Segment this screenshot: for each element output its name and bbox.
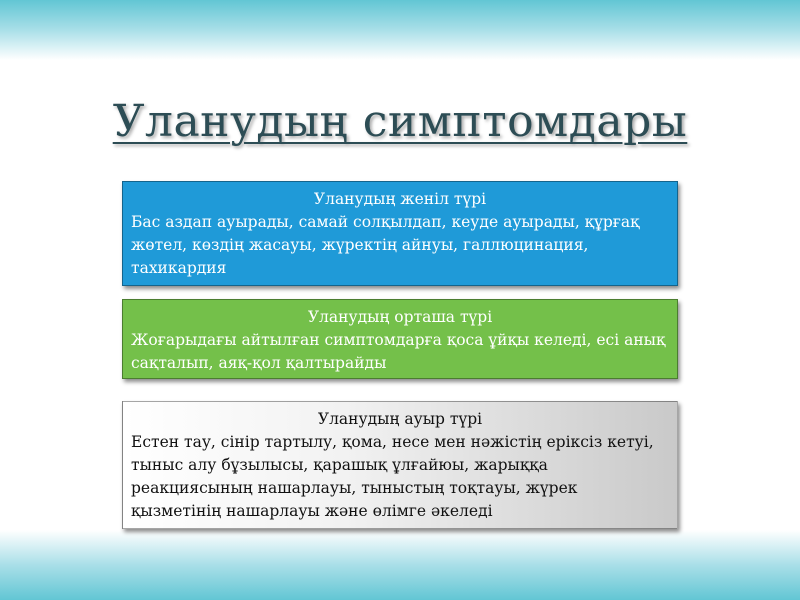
severe-poisoning-text: Естен тау, сінір тартылу, қома, несе мен нәжістің еріксіз кетуі, тыныс алу бұзылысы, қарашық ұлғайюы, жарыққа реакциясының нашарлауы, тыныстың тоқтауы, жүрек қызметінің нашарлауы және өлімге әкеледі [131,433,654,520]
severe-poisoning-heading: Уланудың ауыр түрі [317,410,483,428]
mild-poisoning-text: Бас аздап ауырады, самай солқылдап, кеуде ауырады, құрғақ жөтел, көздің жасауы, жүректің айнуы, галлюцинация, тахикардия [131,213,640,277]
medium-poisoning-heading: Уланудың орташа түрі [307,308,493,326]
medium-poisoning-text: Жоғарыдағы айтылған симптомдарға қоса ұйқы келеді, есі анық сақталып, аяқ-қол қалтырайды [131,331,666,372]
mild-poisoning-heading: Уланудың женіл түрі [313,190,487,208]
medium-poisoning-box [122,299,678,379]
bottom-background-band [0,530,800,600]
severe-poisoning-box [122,401,678,529]
top-background-band [0,0,800,60]
mild-poisoning-box [122,181,678,286]
slide-title: Уланудың симптомдары [112,96,688,147]
